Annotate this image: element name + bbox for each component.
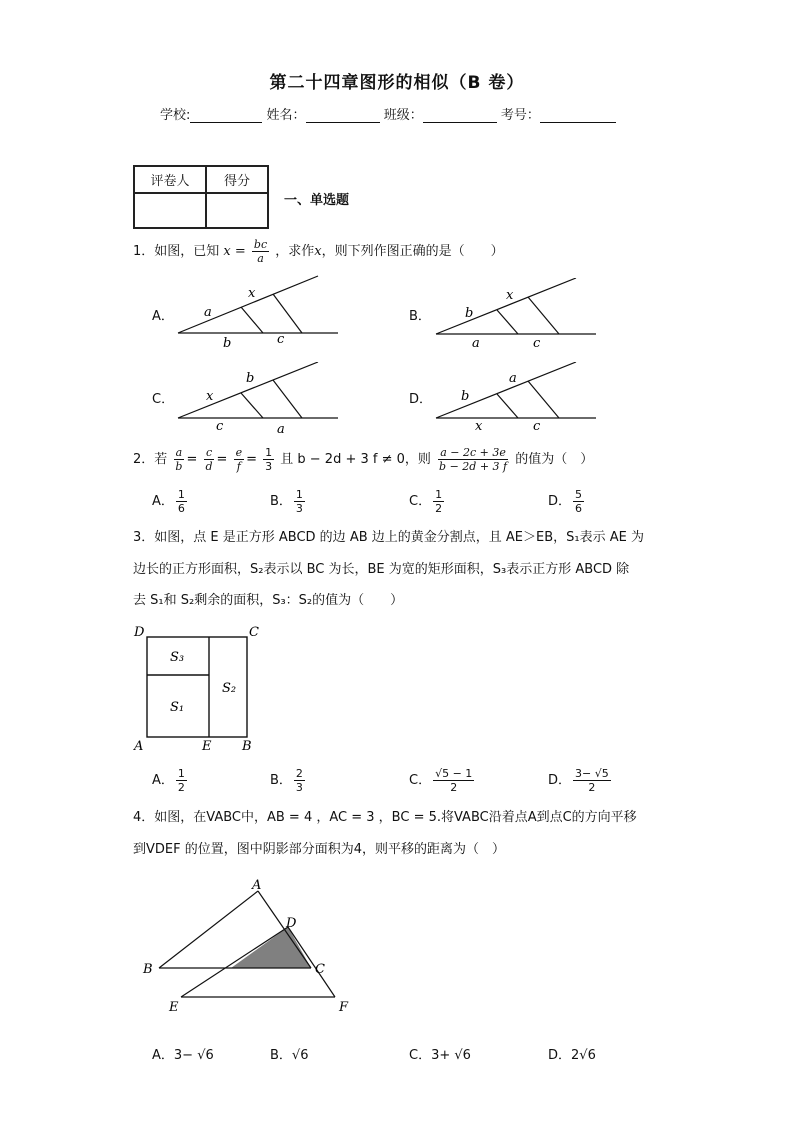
reviewer-cell[interactable] xyxy=(134,193,206,228)
q3-option-b[interactable]: B． $\frac{2}{3}$ xyxy=(270,767,303,794)
svg-text:B: B xyxy=(143,962,153,977)
svg-text:A: A xyxy=(134,739,144,754)
svg-text:S₂: S₂ xyxy=(222,681,237,696)
q4-option-a[interactable]: A．3− √6 xyxy=(152,1048,214,1063)
q3-option-a[interactable]: A． $\frac{1}{2}$ xyxy=(152,767,185,794)
svg-text:D: D xyxy=(134,625,145,640)
question-3-line-2: 边长的正方形面积，S₂表示以 BC 为长，BE 为宽的矩形面积，S₃表示正方形 ABCD 除 xyxy=(133,562,630,577)
question-1-text: 1．如图，已知 x = $\frac{bc}{a}$ ，求作x，则下列作图正确的是（ ） xyxy=(133,238,504,265)
number-blank[interactable] xyxy=(540,108,616,123)
page-title: 第二十四章图形的相似（B 卷） xyxy=(269,73,525,93)
q4-triangle-figure xyxy=(135,878,365,1018)
q1-option-a-label[interactable]: A． xyxy=(152,309,174,324)
score-table xyxy=(133,165,269,229)
school-label: 学校: xyxy=(160,108,191,123)
svg-text:x: x xyxy=(248,286,256,301)
q1-option-d-label[interactable]: D． xyxy=(409,392,433,407)
svg-text:B: B xyxy=(242,739,252,754)
question-3-line-1: 3．如图，点 E 是正方形 ABCD 的边 AB 边上的黄金分割点，且 AE＞EB，S₁表示 AE 为 xyxy=(133,530,644,545)
q1-option-b-figure xyxy=(428,278,608,350)
q4-option-d[interactable]: D．2√6 xyxy=(548,1048,596,1063)
svg-text:E: E xyxy=(202,739,212,754)
question-4-line-2: 到VDEF 的位置，图中阴影部分面积为4，则平移的距离为（ ） xyxy=(133,842,505,857)
svg-text:b: b xyxy=(223,336,232,351)
q1-option-c-figure xyxy=(170,362,350,434)
svg-text:c: c xyxy=(533,419,541,434)
section-heading: 一、单选题 xyxy=(284,193,350,208)
svg-text:x: x xyxy=(206,389,214,404)
svg-text:a: a xyxy=(204,305,212,320)
class-label: 班级： xyxy=(383,108,423,123)
name-label: 姓名： xyxy=(266,108,306,123)
q2-option-a[interactable]: A． $\frac{1}{6}$ xyxy=(152,488,185,515)
q2-option-d[interactable]: D． $\frac{5}{6}$ xyxy=(548,488,583,515)
q3-option-d[interactable]: D． $\frac{3- √5}{2}$ xyxy=(548,767,609,794)
q4-option-b[interactable]: B．√6 xyxy=(270,1048,309,1063)
q2-option-c[interactable]: C． $\frac{1}{2}$ xyxy=(409,488,443,515)
svg-text:D: D xyxy=(286,916,297,931)
question-2-text: 2．若 $\frac{a}{b}$ = $\frac{c}{d}$ = $\frac{e}{f}$ = $\frac{1}{3}$ 且 b − 2d + 3 f ≠ 0，则 $\frac{a - 2c + 3e}{b - 2d + 3 f}$ 的值为（ ） xyxy=(133,446,594,473)
q1-option-b-label[interactable]: B． xyxy=(409,309,431,324)
number-label: 考号： xyxy=(500,108,540,123)
score-cell[interactable] xyxy=(206,193,268,228)
svg-text:E: E xyxy=(169,1000,179,1015)
svg-text:C: C xyxy=(315,962,325,977)
svg-text:c: c xyxy=(533,336,541,350)
svg-text:b: b xyxy=(246,371,255,386)
svg-text:F: F xyxy=(339,1000,349,1015)
school-blank[interactable] xyxy=(190,108,262,123)
svg-text:S₃: S₃ xyxy=(170,650,185,665)
svg-text:a: a xyxy=(472,336,480,350)
svg-text:b: b xyxy=(461,389,470,404)
q1-option-c-label[interactable]: C． xyxy=(152,392,175,407)
svg-text:a: a xyxy=(277,422,285,434)
svg-text:c: c xyxy=(216,419,224,434)
q3-square-figure xyxy=(128,620,268,758)
class-blank[interactable] xyxy=(423,108,497,123)
svg-text:c: c xyxy=(277,332,285,347)
q3-option-c[interactable]: C． $\frac{√5 - 1}{2}$ xyxy=(409,767,473,794)
svg-text:x: x xyxy=(506,288,514,303)
svg-text:S₁: S₁ xyxy=(170,700,185,715)
svg-text:C: C xyxy=(249,625,259,640)
svg-text:b: b xyxy=(465,306,474,321)
q1-option-d-figure xyxy=(428,362,608,434)
q4-option-c[interactable]: C．3+ √6 xyxy=(409,1048,471,1063)
reviewer-header: 评卷人 xyxy=(134,166,206,193)
question-3-line-3: 去 S₁和 S₂剩余的面积，S₃：S₂的值为（ ） xyxy=(133,593,404,608)
q1-option-a-figure xyxy=(170,268,350,352)
question-4-line-1: 4．如图，在VABC中，AB = 4 ，AC = 3 ，BC = 5.将VABC沿着点A到点C的方向平移 xyxy=(133,810,637,825)
svg-text:A: A xyxy=(252,878,262,893)
svg-text:x: x xyxy=(475,419,483,434)
q2-option-b[interactable]: B． $\frac{1}{3}$ xyxy=(270,488,303,515)
name-blank[interactable] xyxy=(306,108,380,123)
svg-text:a: a xyxy=(509,371,517,386)
score-header: 得分 xyxy=(206,166,268,193)
student-info xyxy=(160,104,616,123)
